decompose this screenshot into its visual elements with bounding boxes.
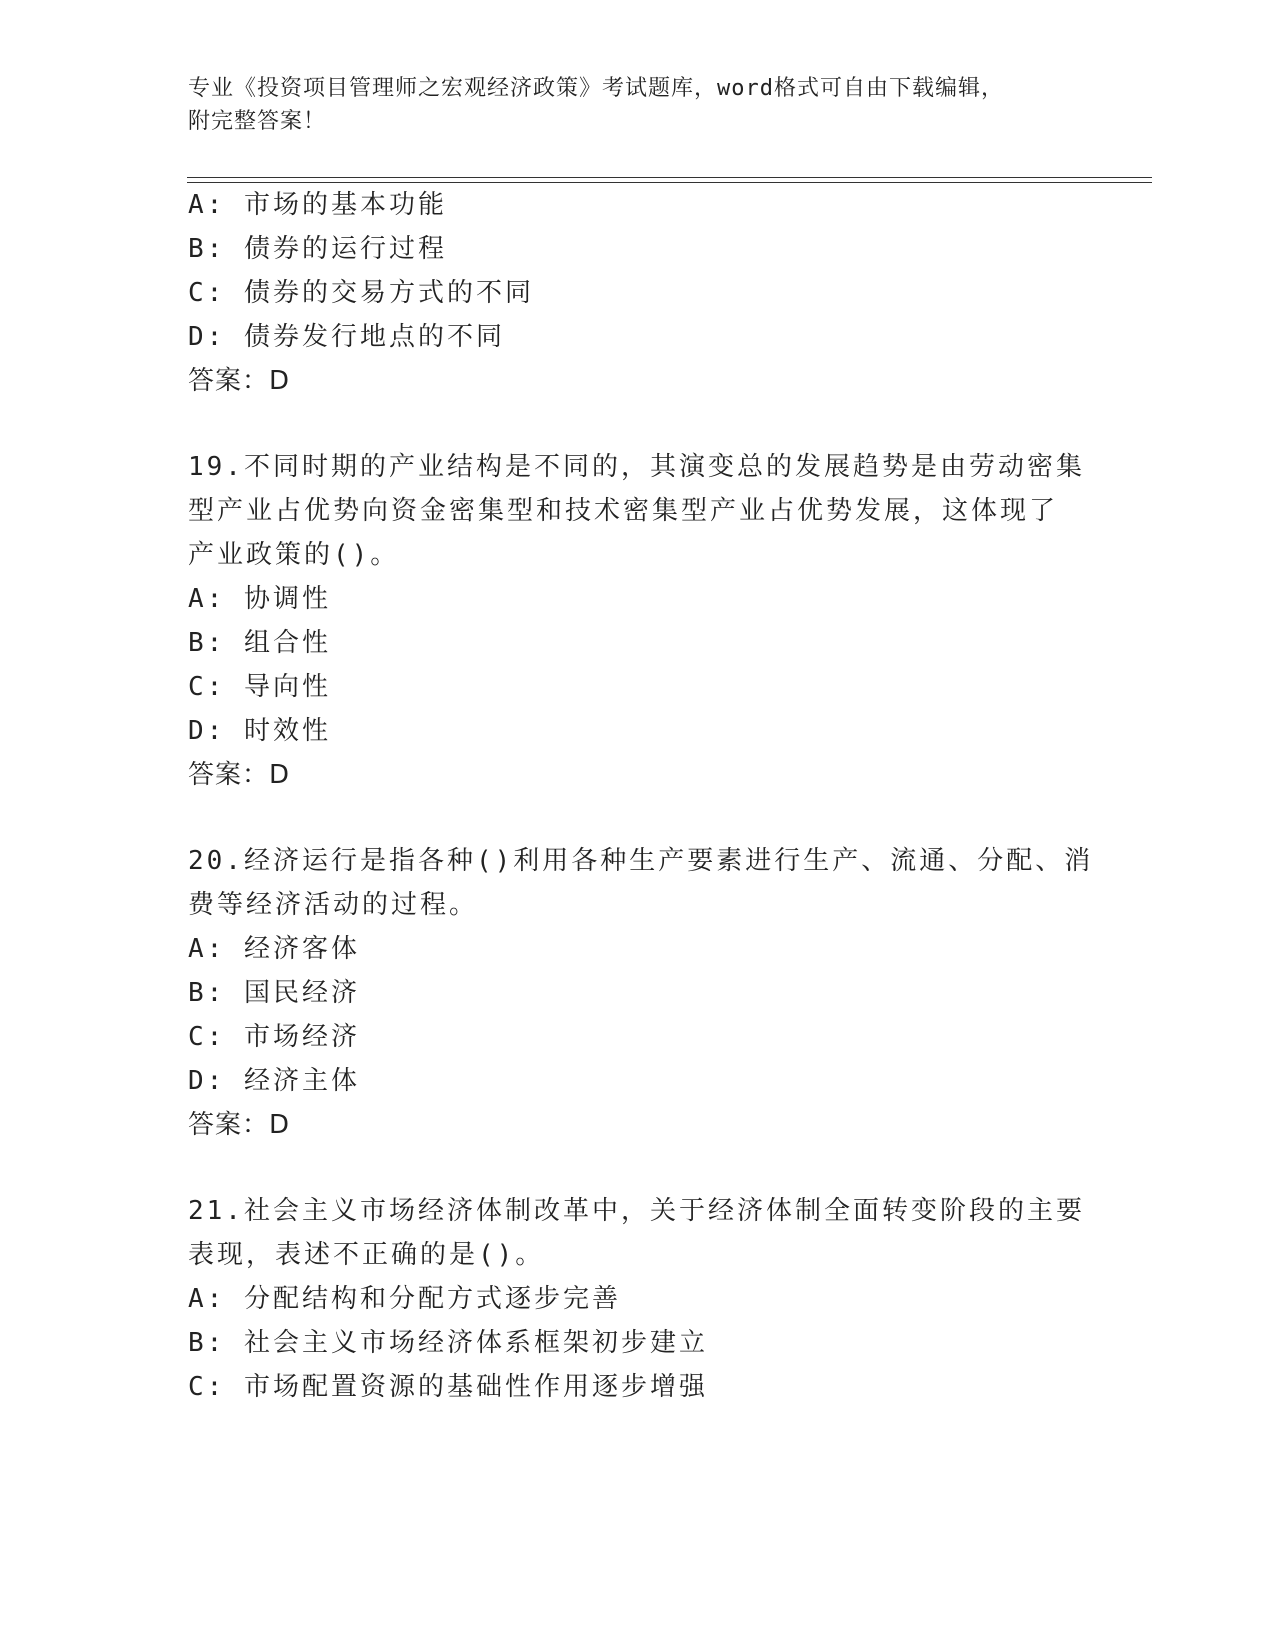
q20-answer: 答案：D [188,1110,291,1140]
q19-option-b: B: 组合性 [188,628,331,658]
q20-option-c: C: 市场经济 [188,1022,360,1052]
header-divider-bottom [187,182,1152,183]
q19-stem-line-1: 19.不同时期的产业结构是不同的，其演变总的发展趋势是由劳动密集 [188,452,1085,482]
q21-option-a: A: 分配结构和分配方式逐步完善 [188,1284,621,1314]
q19-option-c: C: 导向性 [188,672,331,702]
q19-stem-line-2: 型产业占优势向资金密集型和技术密集型产业占优势发展，这体现了 [188,496,1059,526]
q21-stem-line-1: 21.社会主义市场经济体制改革中，关于经济体制全面转变阶段的主要 [188,1196,1085,1226]
q21-stem-line-2: 表现，表述不正确的是()。 [188,1240,545,1270]
q19-option-a: A: 协调性 [188,584,331,614]
q18-answer: 答案：D [188,366,291,396]
q20-option-b: B: 国民经济 [188,978,360,1008]
q20-stem-line-2: 费等经济活动的过程。 [188,890,479,920]
q19-stem-line-3: 产业政策的()。 [188,540,400,570]
q20-stem-line-1: 20.经济运行是指各种()利用各种生产要素进行生产、流通、分配、消 [188,846,1094,876]
header-line-2: 附完整答案！ [188,109,327,134]
q18-option-a: A: 市场的基本功能 [188,190,447,220]
q19-answer: 答案：D [188,760,291,790]
header-divider-top [187,177,1152,178]
q20-option-a: A: 经济客体 [188,934,360,964]
q21-option-b: B: 社会主义市场经济体系框架初步建立 [188,1328,708,1358]
q19-option-d: D: 时效性 [188,716,331,746]
q18-option-d: D: 债券发行地点的不同 [188,322,505,352]
document-header [188,72,1068,138]
q21-option-c: C: 市场配置资源的基础性作用逐步增强 [188,1372,708,1402]
q18-option-b: B: 债券的运行过程 [188,234,447,264]
q18-option-c: C: 债券的交易方式的不同 [188,278,534,308]
q20-option-d: D: 经济主体 [188,1066,360,1096]
header-line-1: 专业《投资项目管理师之宏观经济政策》考试题库，word格式可自由下载编辑， [188,76,1004,101]
